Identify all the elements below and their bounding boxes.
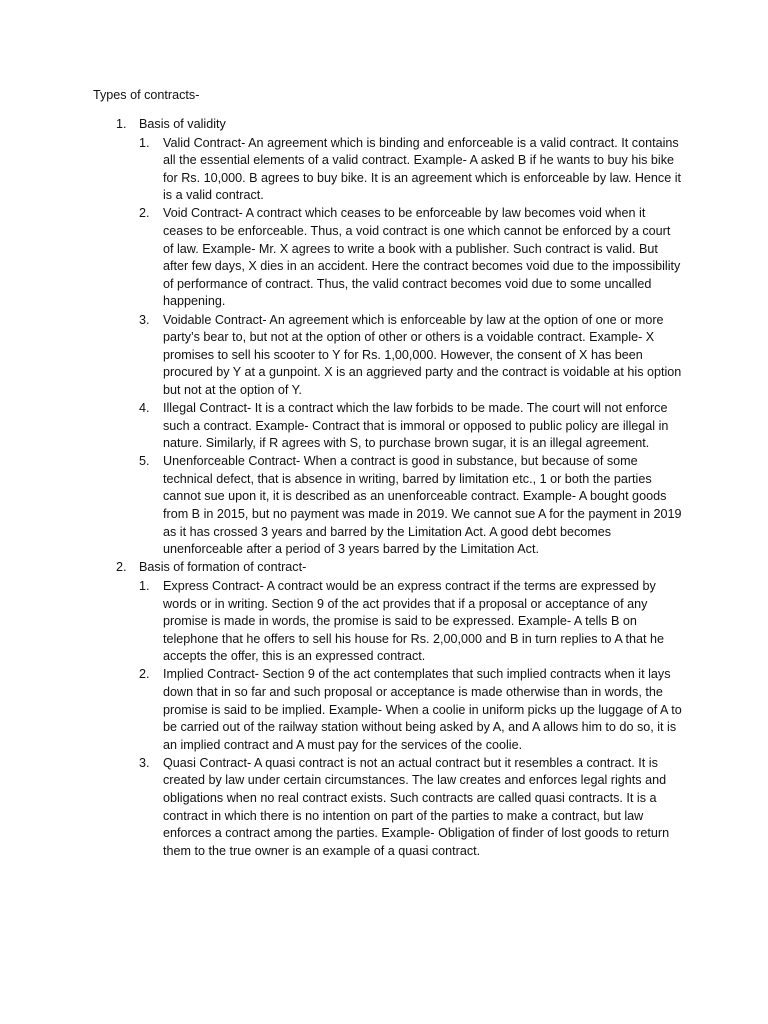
section-number: 1. [116, 117, 127, 131]
item-text: Valid Contract- An agreement which is binding and enforceable is a valid contract. It contains all the essential elements of a valid contract. Example- A asked B if he wants to buy his bike for Rs. 10,000. B agrees to buy bike. It is an agreement which is enforceable by law. Hence it is a valid contract. [163, 135, 682, 203]
contract-type-list [139, 135, 683, 559]
list-item-illegal-contract [139, 400, 683, 453]
document-title: Types of contracts- [93, 88, 200, 102]
item-text: Void Contract- A contract which ceases to be enforceable by law becomes void when it ceases to be enforceable. Thus, a void contract is one which cannot be enforced by a court of law. Example- Mr. X agrees to write a book with a publisher. Such contract is valid. But after few days, X dies in an accident. Here the contract becomes void due to the impossibility of performance of contract. Thus, the valid contract becomes void due to some uncalled happening. [163, 206, 681, 309]
item-number: 5. [139, 454, 150, 469]
item-text: Illegal Contract- It is a contract which the law forbids to be made. The court will not enforce such a contract. Example- Contract that is immoral or opposed to public policy are illegal in nature. Similarly, if R agrees with S, to purchase brown sugar, it is an illegal agreement. [163, 401, 669, 451]
item-number: 1. [139, 578, 150, 593]
item-number: 3. [139, 755, 150, 770]
item-text: Quasi Contract- A quasi contract is not an actual contract but it resembles a contract. It is created by law under certain circumstances. The law creates and enforces legal rights and obligations when no real contract exists. Such contracts are called quasi contracts. It is a contract in which there is no intention on part of the parties to make a contract, but law enforces a contract among the parties. Example- Obligation of finder of lost goods to return them to the true owner is an example of a quasi contract. [163, 755, 670, 858]
list-item-quasi-contract [139, 755, 683, 861]
section-heading: Basis of validity [139, 117, 226, 131]
item-number: 3. [139, 312, 150, 327]
list-item-valid-contract [139, 135, 683, 205]
item-number: 4. [139, 401, 150, 415]
item-text: Implied Contract- Section 9 of the act contemplates that such implied contracts when it lays down that in so far and such proposal or acceptance is made otherwise than in words, the promise is said to be implied. Example- When a coolie in uniform picks up the luggage of A to be carried out of the railway station without being asked by A, and A allows him to do so, it is an implied contract and A must pay for the services of the coolie. [163, 667, 682, 752]
item-text: Express Contract- A contract would be an express contract if the terms are expressed by words or in writing. Section 9 of the act provides that if a proposal or acceptance of any promise is made in words, the promise is said to be expressed. Example- A tells B on telephone that he offers to sell his house for Rs. 2,00,000 and B in turn replies to A that he accepts the offer, this is an expressed contract. [163, 578, 665, 664]
section-basis-of-validity [93, 116, 683, 559]
list-item-voidable-contract [139, 312, 683, 400]
section-basis-of-formation [93, 559, 683, 860]
item-number: 2. [139, 667, 150, 682]
item-text: Unenforceable Contract- When a contract is good in substance, but because of some technical defect, that is absence in writing, barred by limitation etc., 1 or both the parties cannot sue upon it, it is described as an unenforceable contract. Example- A bought goods from B in 2015, but no payment was made in 2019. We cannot sue A for the payment in 2019 as it has crossed 3 years and barred by the Limitation Act. A good debt becomes unenforceable after a period of 3 years barred by the Limitation Act. [163, 454, 682, 557]
item-number: 1. [139, 135, 150, 150]
list-item-express-contract [139, 578, 683, 666]
item-number: 2. [139, 206, 150, 221]
list-item-void-contract [139, 205, 683, 311]
section-list [93, 116, 683, 861]
list-item-implied-contract [139, 666, 683, 754]
contract-type-list [139, 578, 683, 861]
section-number: 2. [116, 560, 127, 575]
section-heading: Basis of formation of contract- [139, 560, 307, 575]
list-item-unenforceable-contract [139, 453, 683, 559]
item-text: Voidable Contract- An agreement which is enforceable by law at the option of one or more party’s bear to, but not at the option of other or others is a voidable contract. Example- X promises to sell his scooter to Y for Rs. 1,00,000. However, the consent of X has been procured by Y at a gunpoint. X is an aggrieved party and the contract is voidable at his option but not at the option of Y. [163, 312, 682, 397]
